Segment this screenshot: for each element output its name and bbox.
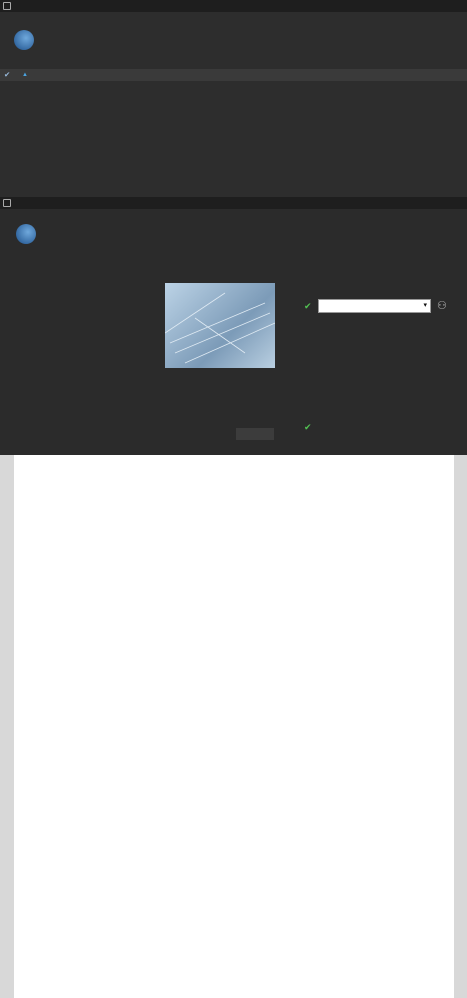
photo-thumbnail[interactable]: [165, 283, 275, 368]
detail-titlebar: [0, 197, 467, 209]
main-titlebar: [0, 0, 467, 12]
chevron-down-icon[interactable]: ▾: [423, 302, 427, 309]
operateur-field[interactable]: [236, 428, 274, 440]
user-sign-icon[interactable]: ⚇: [437, 300, 447, 312]
detail-app-icon: [3, 199, 11, 207]
detail-eav-logo-icon: [16, 224, 36, 244]
eav-logo-icon: [14, 30, 34, 50]
app-icon: [3, 2, 11, 10]
signataire-check-icon: ✔: [304, 301, 312, 311]
table-header: [0, 69, 467, 81]
fusion-check-icon: ✔: [304, 422, 312, 432]
detail-logo: [40, 222, 60, 226]
report-page: [14, 455, 454, 998]
photo-scratches: [165, 283, 275, 368]
sort-asc-icon[interactable]: ▲: [22, 72, 28, 78]
app-logo: [38, 28, 98, 32]
signataire-select[interactable]: [318, 299, 431, 313]
select-all-check-icon[interactable]: ✔: [4, 70, 11, 79]
